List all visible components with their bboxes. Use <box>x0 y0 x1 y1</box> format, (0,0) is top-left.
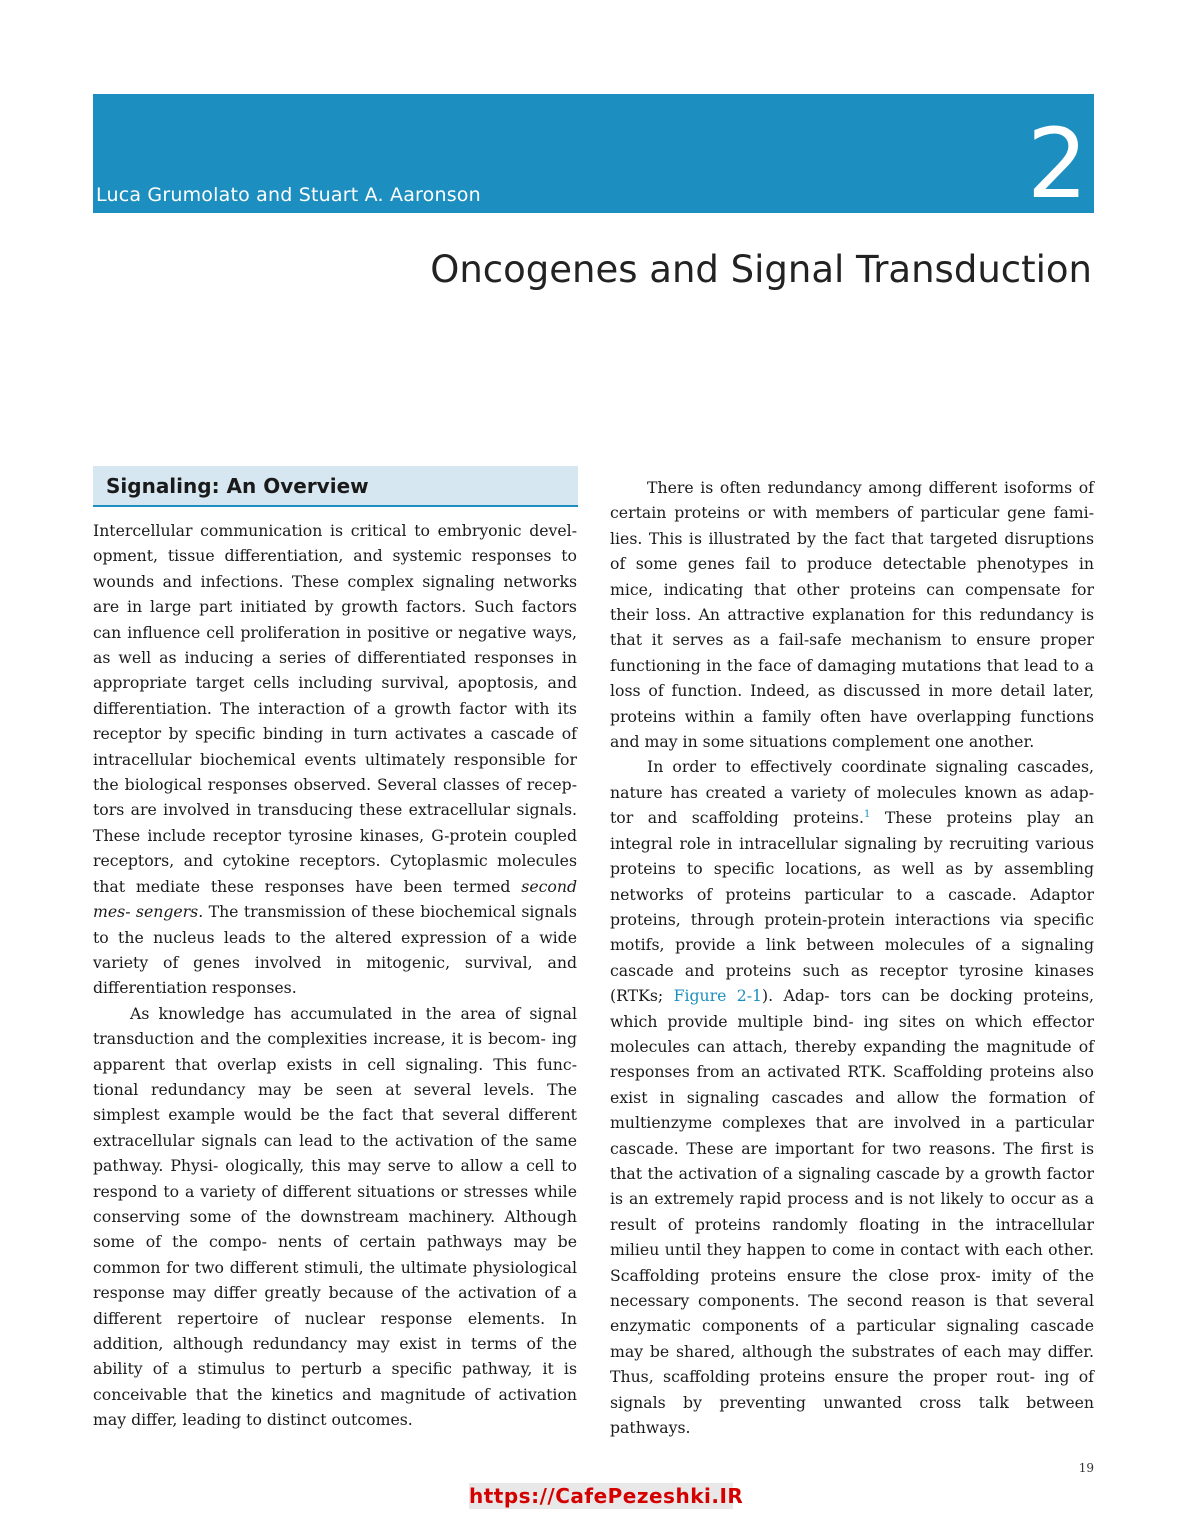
left-column <box>93 518 577 1433</box>
right-p2-text-c: ). Adap- tors can be docking proteins, which provide multiple bind- ing sites on which effector molecules can attach, thereby expanding the magnitude of responses from an activated RTK. Scaffolding proteins also exist in signaling cascades and allow the formation of multienzyme complexes that are involved in a particular cascade. These are important for two reasons. The first is that the activation of a signaling cascade by a growth factor is an extremely rapid process and is not likely to occur as a result of proteins randomly floating in the intracellular milieu until they happen to come in contact with each other. Scaffolding proteins ensure the close prox- imity of the necessary components. The second reason is that several enzymatic components of a particular signaling cascade may be shared, although the substrates of each may differ. Thus, scaffolding proteins ensure the proper rout- ing of signals by preventing unwanted cross talk between pathways. <box>610 986 1094 1438</box>
right-column <box>610 475 1094 1440</box>
section-heading-box <box>93 466 578 507</box>
chapter-title: Oncogenes and Signal Transduction <box>430 248 1092 291</box>
left-p1-emphasis: second mes- sengers. <box>93 876 577 922</box>
left-p1-text-a: Intercellular communication is critical to embryonic devel- opment, tissue differentiation, and systemic responses to wounds and infections. These complex signaling networks are in large part initiated by growth factors. Such factors can influence cell proliferation in positive or negative ways, as well as inducing a series of differentiated responses in appropriate target cells including survival, apoptosis, and differentiation. The interaction of a growth factor with its receptor by specific binding in turn activates a cascade of intracellular biochemical events ultimately responsible for the biological responses observed. Several classes of recep- tors are involved in transducing these extracellular signals. These include receptor tyrosine kinases, G-protein coupled receptors, and cytokine receptors. Cytoplasmic molecules that mediate these responses have been termed <box>93 521 577 896</box>
left-p1-text-b: The transmission of these biochemical signals to the nucleus leads to the altered expression of a wide variety of genes involved in mitogenic, survival, and differentiation responses. <box>93 902 577 998</box>
chapter-authors: Luca Grumolato and Stuart A. Aaronson <box>96 184 481 206</box>
right-p2-text-a: In order to effectively coordinate signaling cascades, nature has created a variety of molecules known as adap- tor and scaffolding proteins. <box>610 757 1094 828</box>
right-paragraph-1: There is often redundancy among different isoforms of certain proteins or with members of particular gene fami- lies. This is illustrated by the fact that targeted disruptions of some genes fail to produce detectable phenotypes in mice, indicating that other proteins can compensate for their loss. An attractive explanation for this redundancy is that it serves as a fail-safe mechanism to ensure proper functioning in the face of damaging mutations that lead to a loss of function. Indeed, as discussed in more detail later, proteins within a family often have overlapping functions and may in some situations complement one another. <box>610 478 1094 752</box>
right-paragraph-2 <box>610 754 1094 1440</box>
section-heading: Signaling: An Overview <box>106 474 369 498</box>
left-paragraph-1 <box>93 518 577 1001</box>
right-p2-text-b: These proteins play an integral role in intracellular signaling by recruiting various proteins to specific locations, as well as by assembling networks of proteins particular to a cascade. Adaptor proteins, through protein-protein interactions via specific motifs, provide a link between molecules of a signaling cascade and proteins such as receptor tyrosine kinases (RTKs; <box>610 808 1094 1006</box>
left-paragraph-2: As knowledge has accumulated in the area of signal transduction and the complexities increase, it is becom- ing apparent that overlap exists in cell signaling. This func- tional redundancy may be seen at several levels. The simplest example would be the fact that several different extracellular signals can lead to the activation of the same pathway. Physi- ologically, this may serve to allow a cell to respond to a variety of different situations or stresses while conserving some of the downstream machinery. Although some of the compo- nents of certain pathways may be common for two different stimuli, the ultimate physiological response may differ greatly because of the activation of a different repertoire of nuclear response elements. In addition, although redundancy may exist in terms of the ability of a stimulus to perturb a specific pathway, it is conceivable that the kinetics and magnitude of activation may differ, leading to distinct outcomes. <box>93 1003 577 1430</box>
figure-2-1-link[interactable]: Figure 2-1 <box>673 986 763 1006</box>
watermark-url: https://CafePezeshki.IR <box>469 1484 744 1508</box>
reference-1-link[interactable]: 1 <box>863 809 871 821</box>
chapter-number: 2 <box>1026 108 1088 220</box>
page-number: 19 <box>1078 1461 1094 1475</box>
